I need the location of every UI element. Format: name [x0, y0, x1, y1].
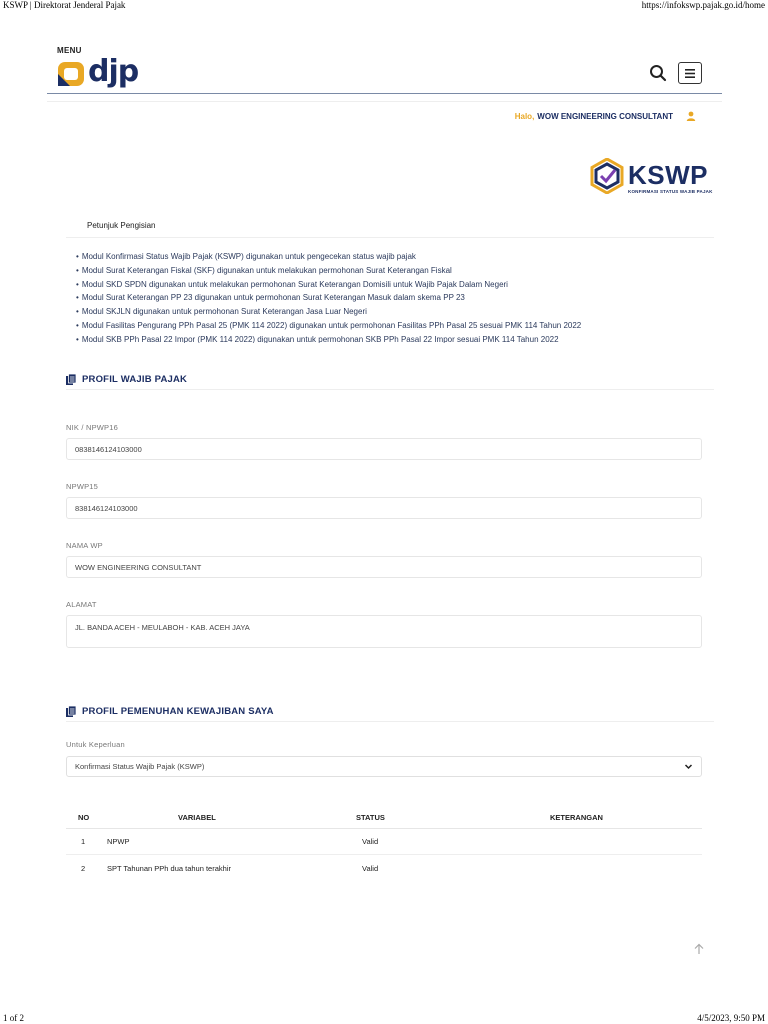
nama-label: NAMA WP	[66, 541, 103, 550]
menu-toggle-button[interactable]	[678, 62, 702, 84]
instruction-item: • Modul Surat Keterangan Fiskal (SKF) digunakan untuk melakukan permohonan Surat Keterangan Fiskal	[76, 264, 716, 278]
column-header-keterangan: KETERANGAN	[550, 812, 603, 822]
kswp-title: KSWP	[628, 160, 708, 190]
alamat-value: JL. BANDA ACEH - MEULABOH - KAB. ACEH JAYA	[75, 623, 250, 632]
kswp-subtitle: KONFIRMASI STATUS WAJIB PAJAK	[628, 189, 713, 194]
djp-logo-text: djp	[88, 54, 139, 89]
kewajiban-section-header	[66, 702, 714, 722]
djp-logo[interactable]	[56, 54, 139, 90]
instruction-list	[76, 250, 716, 343]
instruction-item: • Modul Surat Keterangan PP 23 digunakan untuk permohonan Surat Keterangan Masuk dalam skema PP 23	[76, 291, 716, 305]
instruction-item: • Modul Fasilitas Pengurang PPh Pasal 25 (PMK 114 2022) digunakan untuk permohonan Fasilitas PPh Pasal 25 sesuai PMK 114 Tahun 2022	[76, 319, 716, 333]
column-header-variabel: VARIABEL	[178, 812, 216, 822]
search-icon[interactable]	[649, 64, 667, 82]
petunjuk-title: Petunjuk Pengisian	[87, 221, 156, 230]
divider	[66, 237, 714, 238]
nik-field[interactable]	[66, 438, 702, 460]
instruction-item: • Modul SKD SPDN digunakan untuk melakukan permohonan Surat Keterangan Domisili untuk Wajib Pajak Dalam Negeri	[76, 278, 716, 292]
kewajiban-section-title: PROFIL PEMENUHAN KEWAJIBAN SAYA	[82, 706, 274, 717]
print-page: 1 of 2	[3, 1013, 24, 1023]
row-variabel: SPT Tahunan PPh dua tahun terakhir	[107, 863, 231, 873]
row-status: Valid	[362, 837, 379, 846]
table-header	[66, 806, 702, 829]
nik-label: NIK / NPWP16	[66, 423, 118, 432]
print-title: KSWP | Direktorat Jenderal Pajak	[3, 0, 126, 10]
table-row	[66, 829, 702, 855]
instruction-item: • Modul SKB PPh Pasal 22 Impor (PMK 114 2022) digunakan untuk permohonan SKB PPh Pasal 22 Impor sesuai PMK 114 Tahun 2022	[76, 333, 716, 343]
row-no: 1	[81, 837, 86, 846]
greeting-halo: Halo,	[514, 111, 535, 121]
user-greeting[interactable]	[515, 111, 696, 121]
instruction-item: • Modul Konfirmasi Status Wajib Pajak (KSWP) digunakan untuk pengecekan status wajib pajak	[76, 250, 716, 264]
greeting-username: WOW ENGINEERING CONSULTANT	[537, 111, 673, 121]
keperluan-label: Untuk Keperluan	[66, 740, 125, 749]
profil-section-title: PROFIL WAJIB PAJAK	[82, 374, 188, 385]
print-footer	[0, 1012, 768, 1024]
profil-section-header	[66, 370, 714, 390]
navbar	[47, 42, 722, 94]
alamat-field[interactable]	[66, 615, 702, 648]
menu-label[interactable]: MENU	[57, 46, 82, 55]
kswp-logo-mark-icon	[590, 158, 624, 194]
print-header	[0, 0, 768, 10]
kswp-logo	[590, 158, 713, 198]
nama-field[interactable]	[66, 556, 702, 578]
row-keterangan	[550, 829, 670, 854]
nama-value: WOW ENGINEERING CONSULTANT	[75, 562, 202, 572]
row-status: Valid	[362, 863, 379, 873]
row-keterangan	[550, 855, 670, 881]
djp-logo-mark-icon	[56, 60, 86, 88]
print-datetime: 4/5/2023, 9:50 PM	[697, 1013, 765, 1023]
document-icon	[66, 374, 76, 385]
npwp15-value: 838146124103000	[75, 503, 138, 513]
row-no: 2	[81, 863, 86, 873]
npwp15-field[interactable]	[66, 497, 702, 519]
table-row	[66, 855, 702, 881]
chevron-down-icon	[684, 762, 693, 771]
npwp15-label: NPWP15	[66, 482, 99, 491]
instruction-item: • Modul SKJLN digunakan untuk permohonan Surat Keterangan Jasa Luar Negeri	[76, 305, 716, 319]
document-icon	[66, 706, 76, 717]
alamat-label: ALAMAT	[66, 600, 97, 609]
arrow-up-icon[interactable]	[693, 943, 705, 955]
column-header-no: NO	[78, 812, 90, 822]
row-variabel: NPWP	[107, 837, 130, 846]
divider	[47, 101, 722, 102]
column-header-status: STATUS	[356, 812, 385, 822]
user-icon[interactable]	[686, 111, 696, 121]
hamburger-icon	[685, 69, 695, 78]
keperluan-select[interactable]	[66, 756, 702, 777]
print-url: https://infokswp.pajak.go.id/home	[641, 0, 765, 10]
keperluan-selected-value: Konfirmasi Status Wajib Pajak (KSWP)	[75, 762, 205, 771]
nik-value: 0838146124103000	[75, 444, 142, 454]
